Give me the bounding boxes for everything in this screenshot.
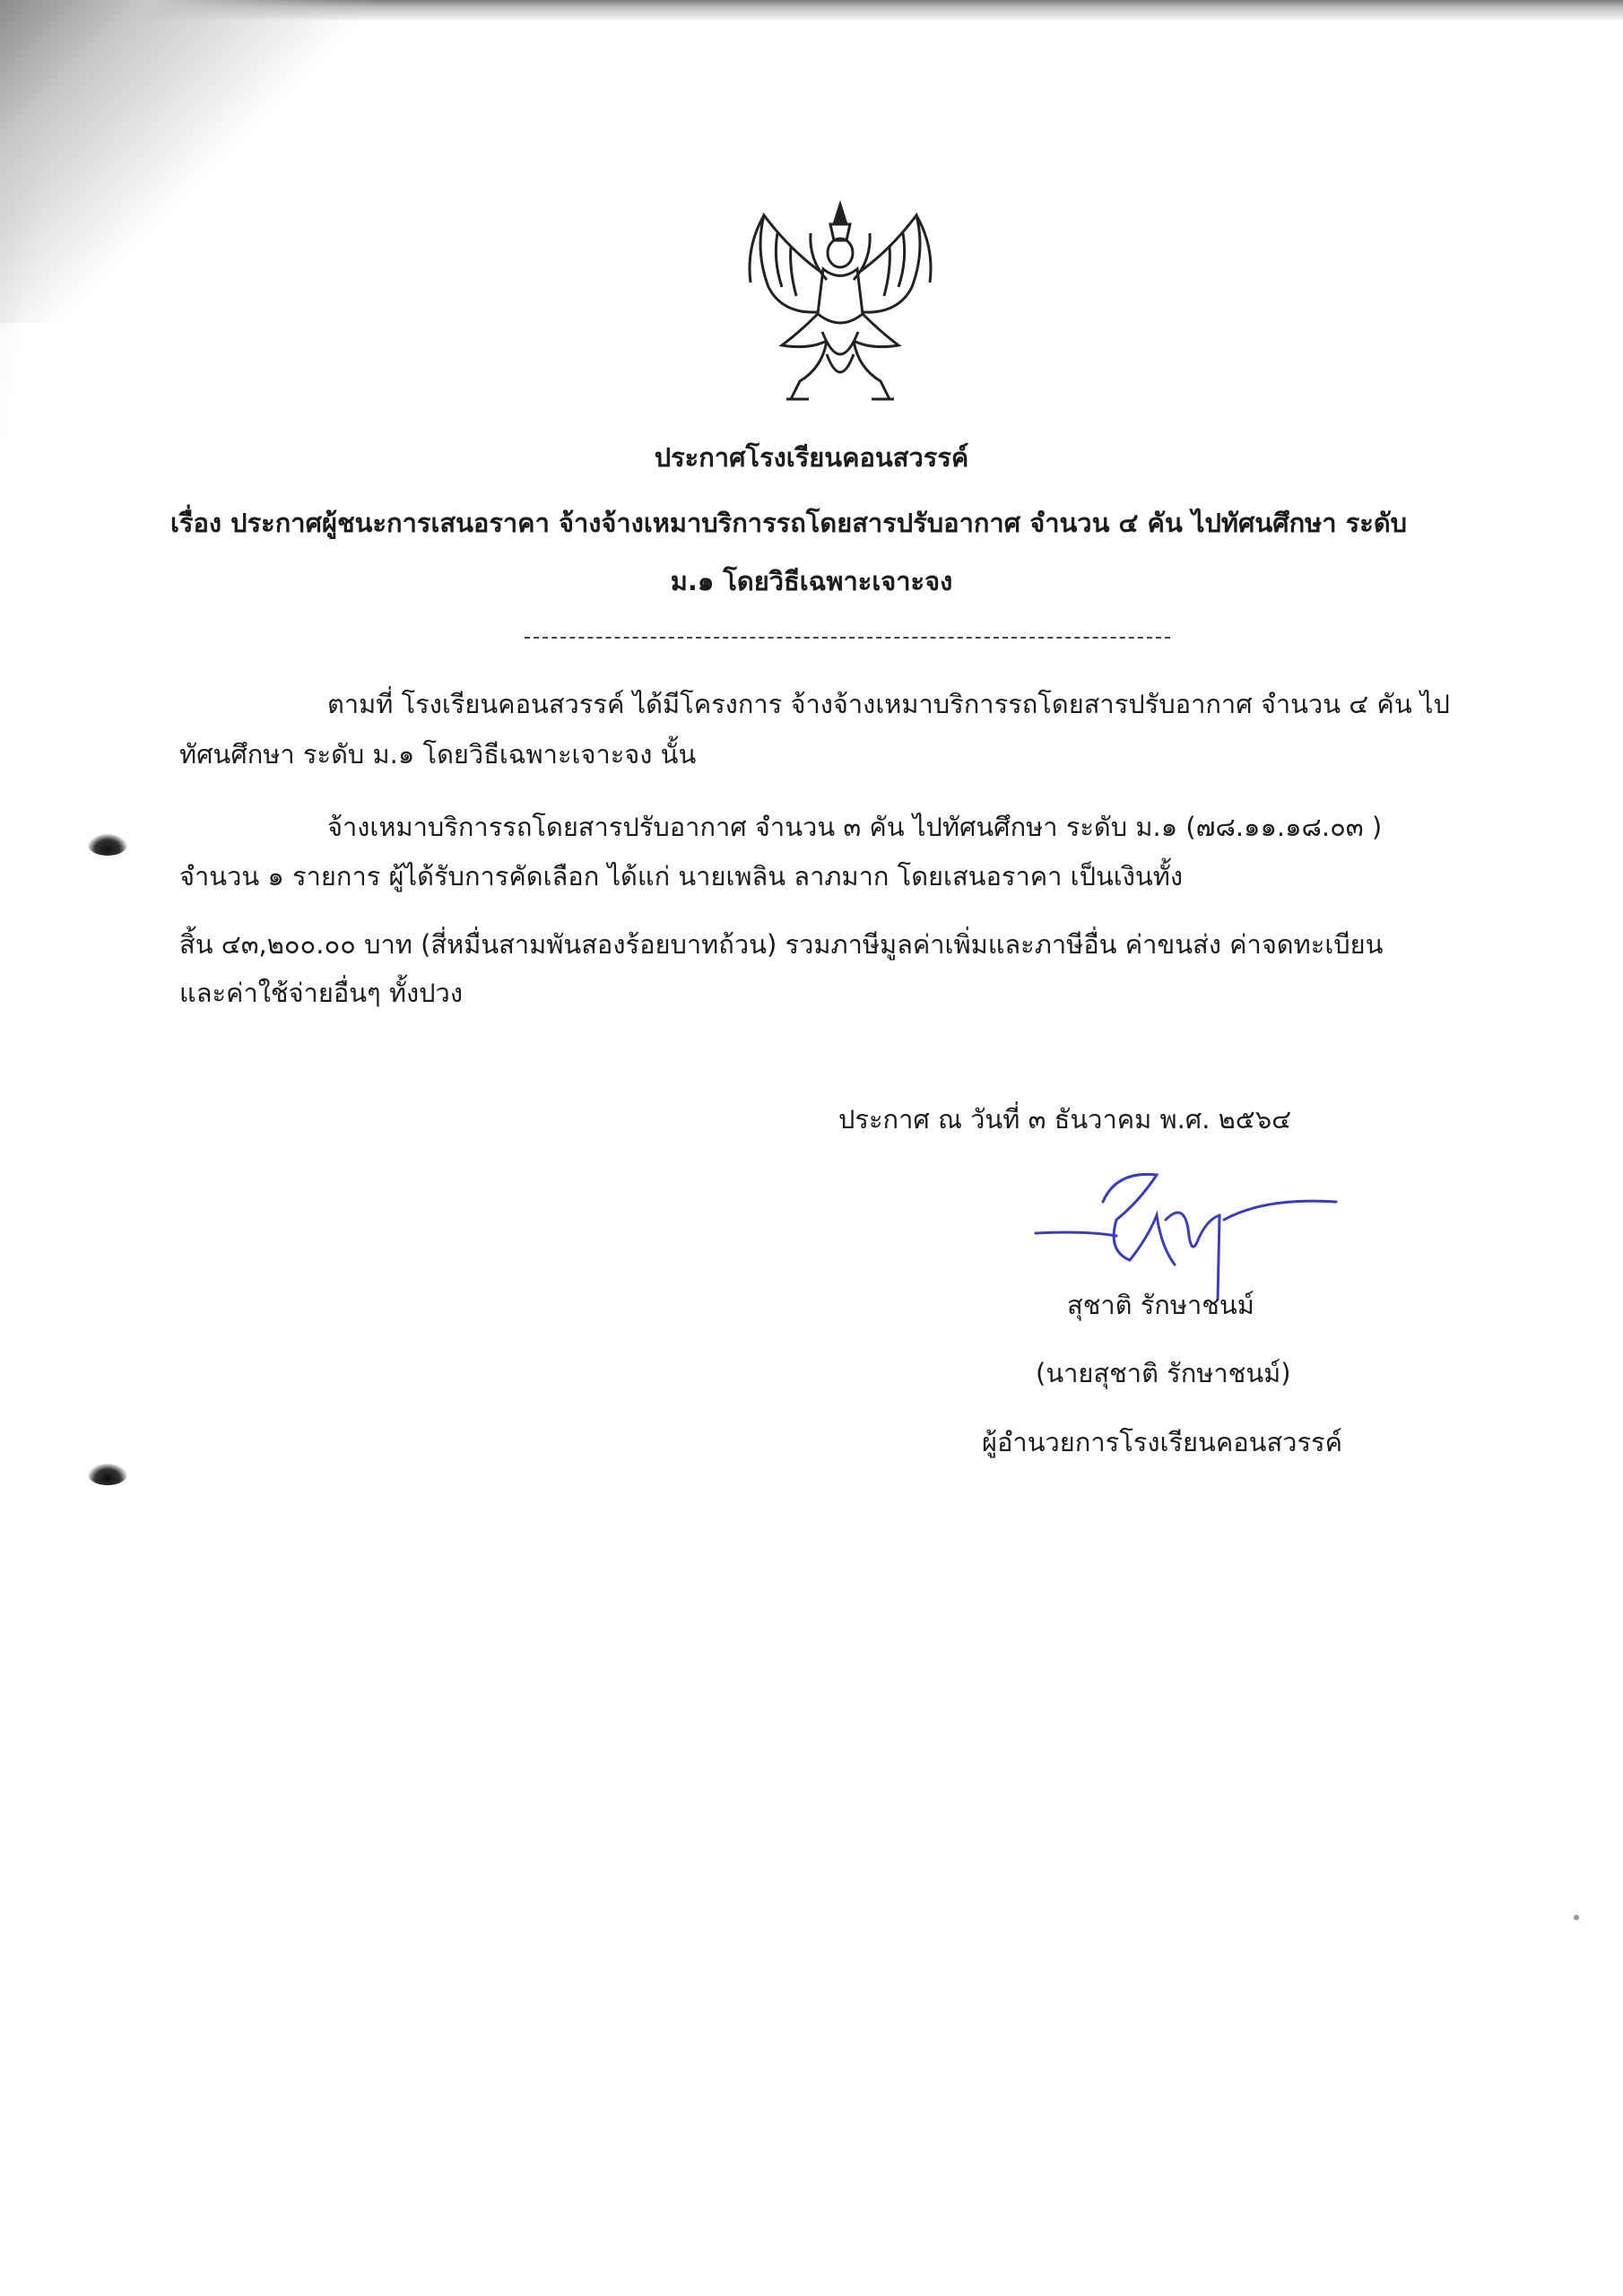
garuda-emblem-icon — [737, 197, 943, 413]
punch-hole — [88, 834, 127, 856]
body-paragraph-line: จ้างเหมาบริการรถโดยสารปรับอากาศ จำนวน ๓ คัน ไปทัศนศึกษา ระดับ ม.๑ (๗๘.๑๑.๑๘.๐๓ ) — [327, 812, 1383, 842]
body-paragraph-line: สิ้น ๔๓,๒๐๐.๐๐ บาท (สี่หมื่นสามพันสองร้อยบาทถ้วน) รวมภาษีมูลค่าเพิ่มและภาษีอื่น ค่าขนส่ง ค่าจดทะเบียน — [179, 929, 1384, 960]
body-paragraph-line: และค่าใช้จ่ายอื่นๆ ทั้งปวง — [179, 978, 463, 1008]
body-paragraph-line: ทัศนศึกษา ระดับ ม.๑ โดยวิธีเฉพาะเจาะจง นั้น — [179, 739, 697, 770]
announcement-title: ประกาศโรงเรียนคอนสวรรค์ — [654, 442, 969, 473]
body-paragraph-line: ตามที่ โรงเรียนคอนสวรรค์ ได้มีโครงการ จ้างจ้างเหมาบริการรถโดยสารปรับอากาศ จำนวน ๔ คัน ไป — [327, 689, 1450, 719]
scan-speck — [1574, 1915, 1579, 1920]
signer-position: ผู้อำนวยการโรงเรียนคอนสวรรค์ — [982, 1427, 1343, 1457]
scan-corner-shadow — [0, 0, 377, 323]
signer-name-handwritten-caption: สุชาติ รักษาชนม์ — [1067, 1290, 1254, 1320]
punch-hole — [88, 1464, 127, 1485]
announcement-date: ประกาศ ณ วันที่ ๓ ธันวาคม พ.ศ. ๒๕๖๔ — [838, 1104, 1292, 1135]
handwritten-signature — [1031, 1166, 1341, 1300]
announcement-subject-line: เรื่อง ประกาศผู้ชนะการเสนอราคา จ้างจ้างเหมาบริการรถโดยสารปรับอากาศ จำนวน ๔ คัน ไปทัศนศึกษา ระดับ — [170, 508, 1408, 538]
announcement-subject-line: ม.๑ โดยวิธีเฉพาะเจาะจง — [670, 566, 953, 596]
divider — [525, 637, 1170, 639]
body-paragraph-line: จำนวน ๑ รายการ ผู้ได้รับการคัดเลือก ได้แก่ นายเพลิน ลาภมาก โดยเสนอราคา เป็นเงินทั้ง — [179, 861, 1183, 891]
signer-full-name: (นายสุชาติ รักษาชนม์) — [1036, 1358, 1291, 1388]
